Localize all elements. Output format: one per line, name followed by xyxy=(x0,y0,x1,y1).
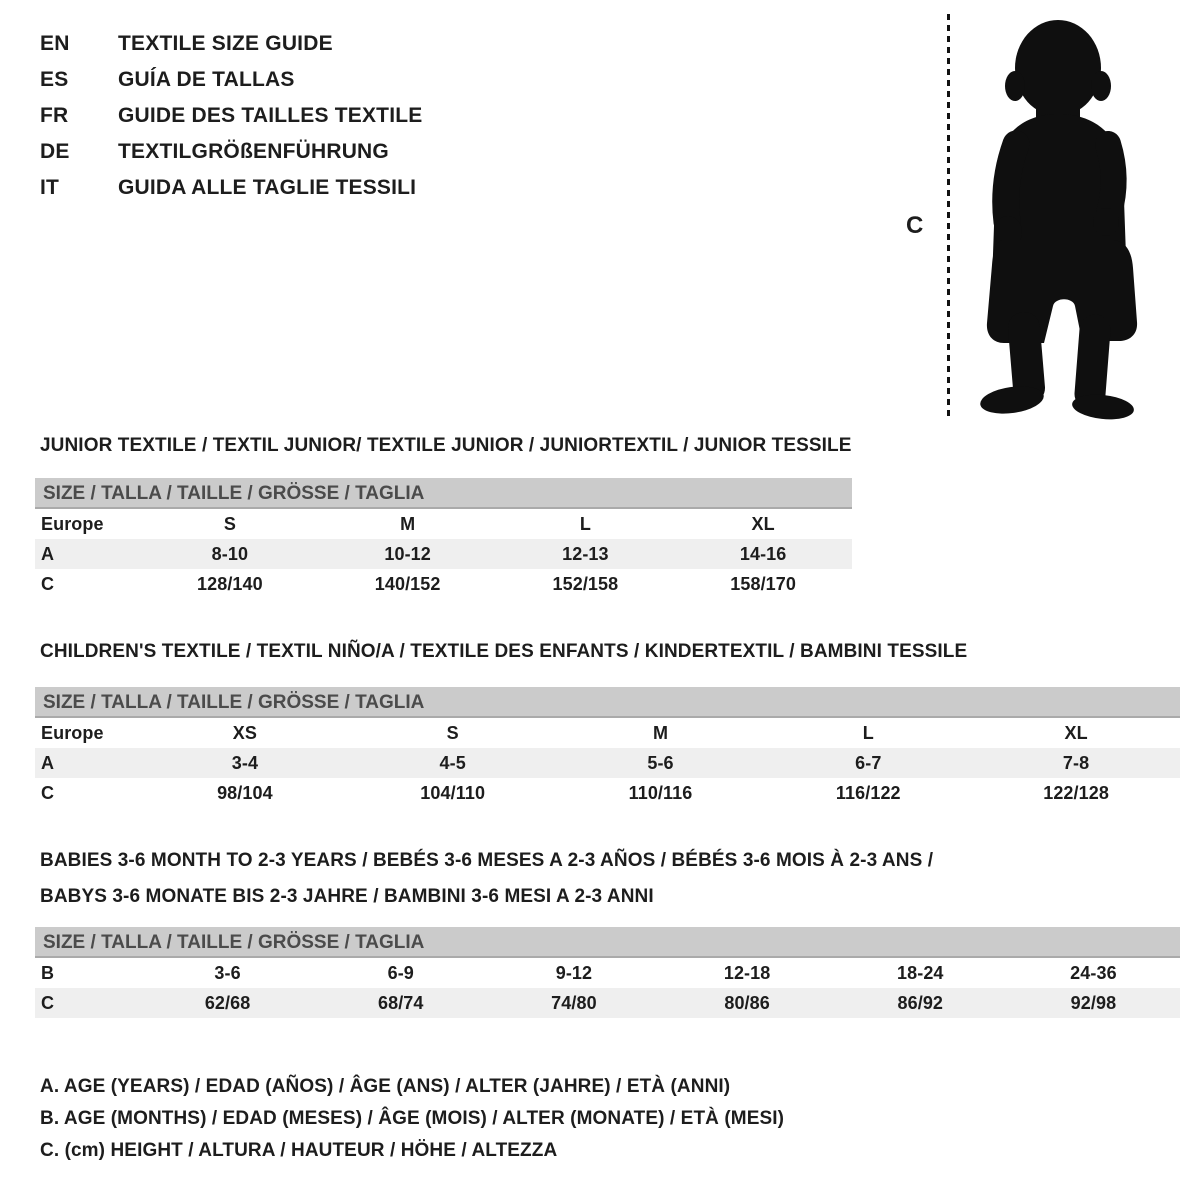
table-row xyxy=(35,718,1180,748)
size-cell: 140/152 xyxy=(374,573,441,594)
row-label: Europe xyxy=(41,722,104,743)
lang-row-fr xyxy=(40,98,422,134)
row-label: A xyxy=(41,752,55,773)
size-cell: 10-12 xyxy=(384,543,431,564)
lang-title: TEXTILE SIZE GUIDE xyxy=(118,32,333,55)
size-cell: 18-24 xyxy=(897,962,944,983)
size-cell: 128/140 xyxy=(196,573,263,594)
size-cell: S xyxy=(446,722,459,743)
lang-code: IT xyxy=(40,176,60,199)
lang-code: EN xyxy=(40,32,70,55)
lang-row-it xyxy=(40,170,422,206)
size-cell: 104/110 xyxy=(420,782,486,803)
children-size-table xyxy=(35,718,1180,808)
section-babies-textile xyxy=(35,843,1180,1018)
size-cell: 62/68 xyxy=(204,992,251,1013)
section-title: CHILDREN'S TEXTILE / TEXTIL NIÑO/A / TEXTILE DES ENFANTS / KINDERTEXTIL / BAMBINI TESSILE xyxy=(40,641,968,662)
legend-age-years: A. AGE (YEARS) / EDAD (AÑOS) / ÂGE (ANS) / ALTER (JAHRE) / ETÀ (ANNI) xyxy=(40,1076,731,1097)
legend-age-months: B. AGE (MONTHS) / EDAD (MESES) / ÂGE (MOIS) / ALTER (MONATE) / ETÀ (MESI) xyxy=(40,1108,785,1129)
row-label: C xyxy=(41,782,55,803)
row-label: C xyxy=(41,992,55,1013)
lang-title: TEXTILGRÖßENFÜHRUNG xyxy=(118,140,389,163)
size-cell: S xyxy=(223,513,236,534)
row-label: A xyxy=(41,543,55,564)
size-cell: 158/170 xyxy=(730,573,796,594)
size-cell: 5-6 xyxy=(647,752,674,773)
lang-row-de xyxy=(40,134,422,170)
row-label: B xyxy=(41,962,55,983)
lang-row-en xyxy=(40,26,422,62)
size-cell: 86/92 xyxy=(897,992,944,1013)
section-title-line2: BABYS 3-6 MONATE BIS 2-3 JAHRE / BAMBINI 3-6 MESI A 2-3 ANNI xyxy=(40,886,654,907)
size-cell: 74/80 xyxy=(551,992,597,1013)
size-cell: 4-5 xyxy=(439,752,466,773)
legend-height-cm: C. (cm) HEIGHT / ALTURA / HAUTEUR / HÖHE / ALTEZZA xyxy=(40,1140,558,1161)
size-cell: 3-6 xyxy=(214,962,241,983)
lang-title: GUIDA ALLE TAGLIE TESSILI xyxy=(118,176,417,199)
lang-row-es xyxy=(40,62,422,98)
size-cell: L xyxy=(579,513,591,534)
lang-code: DE xyxy=(40,140,70,163)
size-cell: 24-36 xyxy=(1070,962,1117,983)
size-cell: 110/116 xyxy=(628,782,693,803)
size-cell: 92/98 xyxy=(1070,992,1117,1013)
size-cell: 122/128 xyxy=(1043,782,1109,803)
size-cell: XL xyxy=(1064,722,1088,743)
size-cell: L xyxy=(862,722,874,743)
toddler-silhouette-icon xyxy=(962,10,1147,420)
size-cell: 152/158 xyxy=(552,573,619,594)
size-header-bar: SIZE / TALLA / TAILLE / GRÖSSE / TAGLIA xyxy=(35,687,1180,718)
table-row xyxy=(35,778,1180,808)
size-cell: 6-7 xyxy=(855,752,882,773)
size-cell: 68/74 xyxy=(377,992,424,1013)
table-row xyxy=(35,569,852,599)
junior-size-table xyxy=(35,509,852,599)
section-title: JUNIOR TEXTILE / TEXTIL JUNIOR/ TEXTILE JUNIOR / JUNIORTEXTIL / JUNIOR TESSILE xyxy=(40,435,852,456)
section-children-textile xyxy=(35,640,1180,808)
size-header-bar: SIZE / TALLA / TAILLE / GRÖSSE / TAGLIA xyxy=(35,478,852,509)
size-cell: M xyxy=(400,513,416,534)
size-cell: 14-16 xyxy=(739,543,787,564)
height-measure-dashed-line xyxy=(947,14,950,416)
table-row xyxy=(35,539,852,569)
size-cell: 8-10 xyxy=(211,543,249,564)
size-cell: 12-13 xyxy=(562,543,609,564)
table-row xyxy=(35,988,1180,1018)
row-label: C xyxy=(41,573,55,594)
language-title-list xyxy=(40,26,422,206)
table-row xyxy=(35,748,1180,778)
size-cell: M xyxy=(652,722,669,743)
table-row xyxy=(35,509,852,539)
row-label: Europe xyxy=(41,513,104,534)
size-cell: 9-12 xyxy=(555,962,593,983)
section-title-line1: BABIES 3-6 MONTH TO 2-3 YEARS / BEBÉS 3-6 MESES A 2-3 AÑOS / BÉBÉS 3-6 MOIS À 2-3 ANS / xyxy=(40,850,934,871)
section-junior-textile xyxy=(35,434,852,599)
size-cell: 12-18 xyxy=(723,962,771,983)
table-row xyxy=(35,958,1180,988)
size-cell: 98/104 xyxy=(217,782,273,803)
size-cell: 3-4 xyxy=(231,752,259,773)
measurement-legend xyxy=(40,1071,784,1167)
size-cell: 6-9 xyxy=(387,962,414,983)
size-cell: XS xyxy=(232,722,257,743)
size-cell: XL xyxy=(751,513,775,534)
lang-code: ES xyxy=(40,68,69,91)
babies-size-table xyxy=(35,958,1180,1018)
height-label: C xyxy=(906,212,924,239)
size-header-bar: SIZE / TALLA / TAILLE / GRÖSSE / TAGLIA xyxy=(35,927,1180,958)
lang-title: GUIDE DES TAILLES TEXTILE xyxy=(118,104,423,127)
lang-title: GUÍA DE TALLAS xyxy=(118,68,295,91)
lang-code: FR xyxy=(40,104,69,127)
size-cell: 7-8 xyxy=(1062,752,1090,773)
size-cell: 80/86 xyxy=(724,992,770,1013)
size-cell: 116/122 xyxy=(835,782,901,803)
